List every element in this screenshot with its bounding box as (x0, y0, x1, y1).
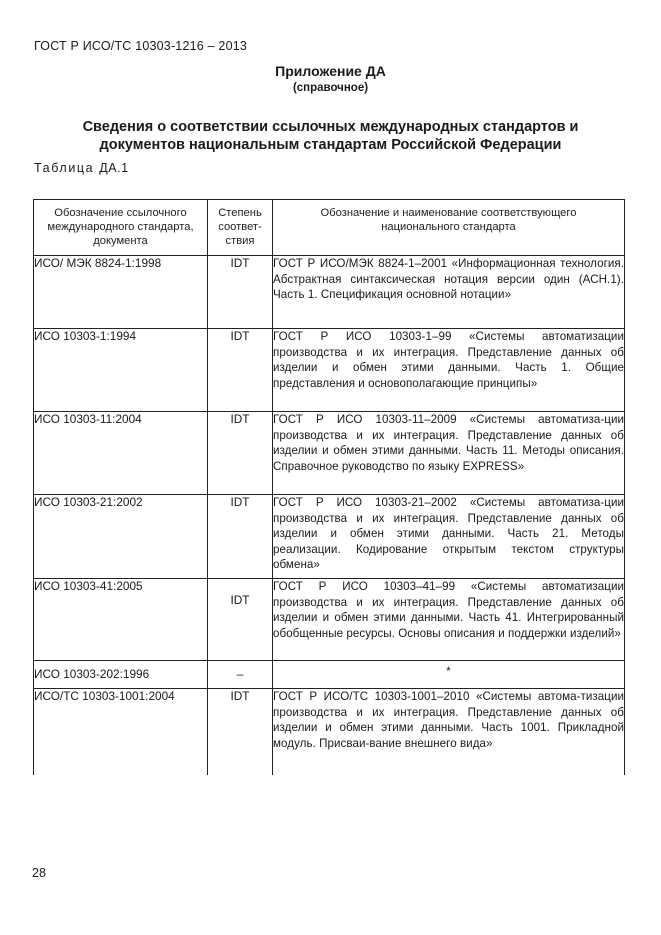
compliance-degree-cell: IDT (208, 495, 273, 579)
page-number: 28 (32, 866, 46, 880)
correspondence-table (33, 199, 625, 775)
section-heading-line-1: Сведения о соответствии ссылочных международных стандартов и (82, 119, 579, 135)
table-label-number: ДА.1 (99, 161, 129, 175)
national-standard-cell: ГОСТ Р ИСО 10303-21–2002 «Системы автоматиза-ции производства и их интеграция. Представление данных об изделии и обмен этими данными. Часть 21. Методы реализации. Кодирование открытым текстом структуры обмена» (273, 495, 625, 579)
appendix-title: Приложение ДА (275, 63, 386, 79)
reference-standard-cell: ИСО 10303-41:2005 (34, 579, 208, 661)
header-compliance-degree: Степень соответ-ствия (208, 200, 273, 256)
table-row (34, 329, 625, 412)
compliance-degree-cell: – (208, 661, 273, 689)
reference-standard-cell: ИСО/ТС 10303-1001:2004 (34, 689, 208, 775)
national-standard-cell: ГОСТ Р ИСО/ТС 10303-1001–2010 «Системы автома-тизации производства и их интеграция. Представление данных об изделии и обмен этими данными. Часть 1001. Прикладной модуль. Присваи-вание внешнего вида» (273, 689, 625, 775)
compliance-degree-cell: IDT (208, 579, 273, 661)
table-row (34, 412, 625, 495)
table-label-word: Таблица (34, 161, 95, 175)
reference-standard-cell: ИСО 10303-202:1996 (34, 661, 208, 689)
compliance-degree-cell: IDT (208, 256, 273, 329)
table-header-row (34, 200, 625, 256)
table-row (34, 579, 625, 661)
header-national-standard: Обозначение и наименование соответствующего национального стандарта (273, 200, 625, 256)
compliance-degree-cell: IDT (208, 412, 273, 495)
national-standard-cell: ГОСТ Р ИСО/МЭК 8824-1–2001 «Информационная технология. Абстрактная синтаксическая нотация версии один (АСН.1). Часть 1. Спецификация основной нотации» (273, 256, 625, 329)
reference-standard-cell: ИСО 10303-11:2004 (34, 412, 208, 495)
reference-standard-cell: ИСО 10303-21:2002 (34, 495, 208, 579)
table-row (34, 495, 625, 579)
national-standard-cell: * (273, 661, 625, 689)
document-header: ГОСТ Р ИСО/ТС 10303-1216 – 2013 (34, 39, 248, 53)
national-standard-cell: ГОСТ Р ИСО 10303-11–2009 «Системы автоматиза-ции производства и их интеграция. Представление данных об изделии и обмен этими данными. Часть 11. Методы описания. Справочное руководство по языку EXPRESS» (273, 412, 625, 495)
header-reference-standard: Обозначение ссылочного международного стандарта, документа (34, 200, 208, 256)
table-row (34, 689, 625, 775)
section-heading (40, 118, 621, 154)
national-standard-cell: ГОСТ Р ИСО 10303–41–99 «Системы автоматизации производства и их интеграция. Представление данных об изделии и обмен этими данными. Часть 41. Интегрированный обобщенные ресурсы. Основы описания и поддержки изделий» (273, 579, 625, 661)
appendix-subtitle: (справочное) (292, 82, 369, 94)
compliance-degree-cell: IDT (208, 689, 273, 775)
national-standard-cell: ГОСТ Р ИСО 10303-1–99 «Системы автоматизации производства и их интеграция. Представление данных об изделии и обмен этими данными. Часть 1. Общие представления и основополагающие принципы» (273, 329, 625, 412)
table-row (34, 256, 625, 329)
table-row (34, 661, 625, 689)
reference-standard-cell: ИСО 10303-1:1994 (34, 329, 208, 412)
table-label (34, 161, 129, 175)
section-heading-line-2: документов национальным стандартам Российской Федерации (99, 137, 562, 153)
reference-standard-cell: ИСО/ МЭК 8824-1:1998 (34, 256, 208, 329)
compliance-degree-cell: IDT (208, 329, 273, 412)
